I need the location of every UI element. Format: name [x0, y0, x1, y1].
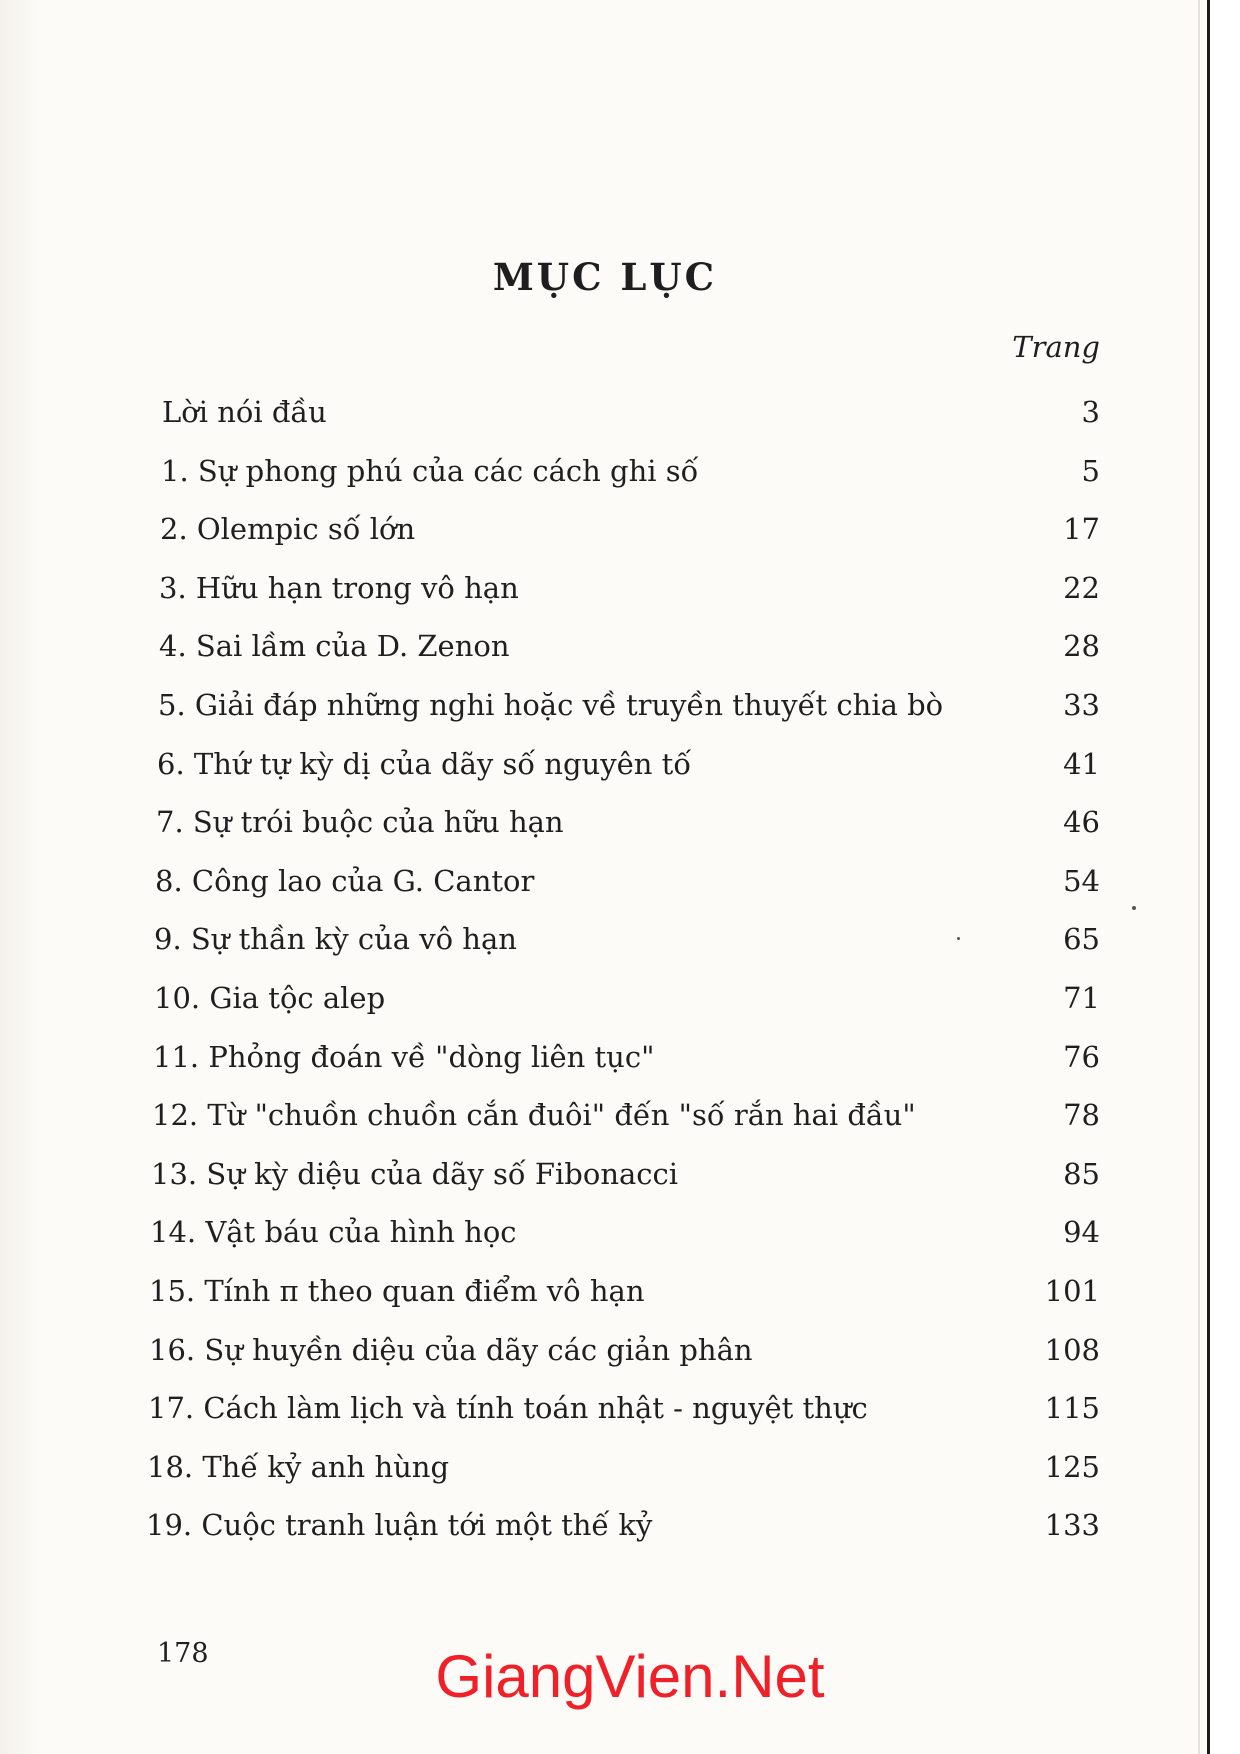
toc-entry-title: 9. Sự thần kỳ của vô hạn	[154, 922, 517, 956]
toc-entry	[146, 1508, 1100, 1548]
toc-entry-title: 11. Phỏng đoán về "dòng liên tục"	[153, 1040, 655, 1074]
toc-entry	[148, 1391, 1100, 1431]
page-column-label: Trang	[1012, 330, 1100, 364]
toc-entry	[156, 805, 1100, 845]
print-speck	[957, 937, 960, 940]
toc-entry-page: 28	[1063, 629, 1100, 663]
toc-entry-page: 71	[1063, 981, 1100, 1015]
toc-entry-page: 125	[1044, 1450, 1100, 1484]
toc-entry-title: 5. Giải đáp những nghi hoặc về truyền thuyết chia bò	[158, 688, 944, 722]
toc-entry-title: 13. Sự kỳ diệu của dãy số Fibonacci	[151, 1157, 679, 1191]
toc-entry	[155, 864, 1100, 904]
toc-entry-title: 16. Sự huyền diệu của dãy các giản phân	[149, 1333, 753, 1367]
toc-heading: MỤC LỤC	[492, 255, 718, 299]
toc-entry-page: 54	[1063, 864, 1100, 898]
toc-entry-page: 108	[1044, 1333, 1100, 1367]
footer-page-number: 178	[157, 1638, 209, 1669]
toc-entry-page: 78	[1063, 1098, 1100, 1132]
toc-entry-title: 3. Hữu hạn trong vô hạn	[159, 571, 519, 605]
toc-entry-title: 8. Công lao của G. Cantor	[155, 864, 535, 898]
toc-entry-title: 17. Cách làm lịch và tính toán nhật - nguyệt thực	[148, 1391, 868, 1425]
toc-entry-page: 76	[1063, 1040, 1100, 1074]
toc-entry	[151, 1157, 1100, 1197]
toc-entry	[154, 922, 1100, 962]
toc-entry-title: 4. Sai lầm của D. Zenon	[159, 629, 510, 663]
page-outer-edge	[1207, 0, 1210, 1754]
toc-entry	[159, 571, 1100, 611]
toc-entry	[157, 747, 1100, 787]
toc-entry-page: 133	[1044, 1508, 1100, 1542]
toc-entry-title: 10. Gia tộc alep	[154, 981, 386, 1015]
toc-entry	[150, 1215, 1100, 1255]
toc-entry	[153, 1040, 1100, 1080]
toc-entry-title: 12. Từ "chuồn chuồn cắn đuôi" đến "số rắn hai đầu"	[152, 1098, 916, 1132]
toc-entry-title: 19. Cuộc tranh luận tới một thế kỷ	[146, 1508, 653, 1542]
toc-entry-page: 46	[1063, 805, 1100, 839]
toc-entry-page: 3	[1081, 395, 1100, 429]
toc-entry-page: 41	[1063, 747, 1100, 781]
toc-entry	[161, 454, 1100, 494]
toc-entry-page: 94	[1063, 1215, 1100, 1249]
toc-entry-page: 101	[1044, 1274, 1100, 1308]
toc-entry	[159, 629, 1100, 669]
toc-entry-title: 7. Sự trói buộc của hữu hạn	[156, 805, 564, 839]
toc-entry	[149, 1333, 1100, 1373]
toc-entry-page: 5	[1081, 454, 1100, 488]
toc-entry-title: 15. Tính π theo quan điểm vô hạn	[149, 1274, 645, 1308]
toc-entry-title: 14. Vật báu của hình học	[150, 1215, 517, 1249]
toc-entry-page: 17	[1063, 512, 1100, 546]
print-speck	[1132, 906, 1136, 910]
toc-entry	[158, 688, 1100, 728]
site-watermark: GiangVien.Net	[435, 1643, 825, 1710]
toc-entry	[160, 512, 1100, 552]
toc-entry	[152, 1098, 1100, 1138]
toc-entry	[147, 1450, 1100, 1490]
toc-entry-page: 33	[1063, 688, 1100, 722]
toc-entry-title: Lời nói đầu	[162, 395, 327, 429]
toc-entry-title: 1. Sự phong phú của các cách ghi số	[161, 454, 699, 488]
toc-entry-page: 22	[1063, 571, 1100, 605]
toc-entry-title: 6. Thứ tự kỳ dị của dãy số nguyên tố	[157, 747, 692, 781]
toc-entry-title: 18. Thế kỷ anh hùng	[147, 1450, 450, 1484]
toc-entry-title: 2. Olempic số lớn	[160, 512, 416, 546]
toc-entry	[154, 981, 1100, 1021]
toc-entry	[162, 395, 1100, 435]
toc-entry	[149, 1274, 1100, 1314]
toc-entry-page: 115	[1044, 1391, 1100, 1425]
toc-entry-page: 85	[1063, 1157, 1100, 1191]
toc-entry-page: 65	[1063, 922, 1100, 956]
